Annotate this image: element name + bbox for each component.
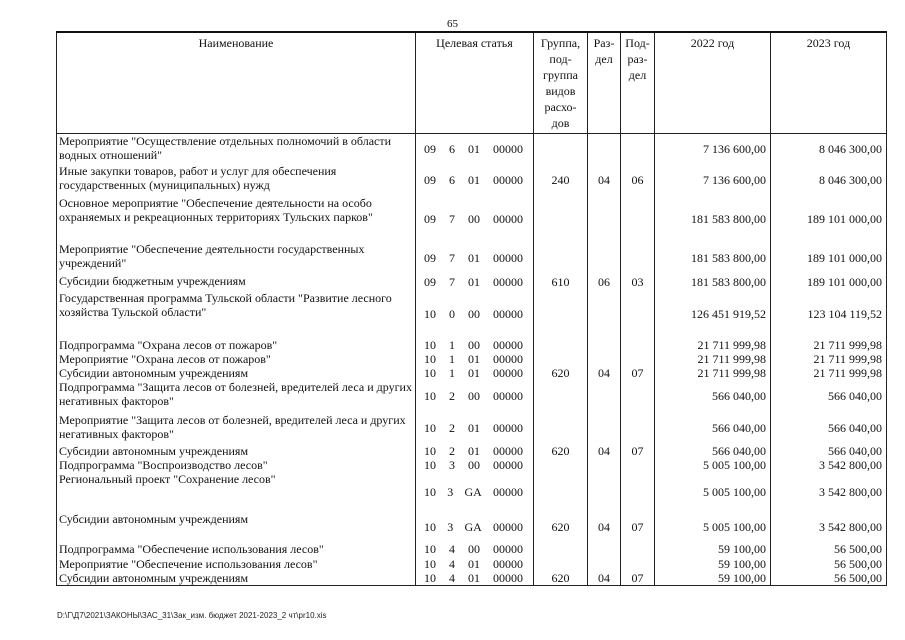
header-name: Наименование: [57, 32, 416, 134]
target-article-c1: 10: [424, 519, 436, 534]
row-section: [588, 413, 621, 444]
row-subsection: [621, 291, 655, 338]
target-article-c1: 09: [424, 172, 436, 187]
target-article-codes: [418, 352, 531, 366]
row-target-article: [416, 458, 534, 472]
target-article-c4: 00000: [493, 211, 523, 226]
header-expense-group: Группа, под- группа видов расхо- дов: [534, 32, 588, 134]
row-amount-2022: 566 040,00: [655, 413, 771, 444]
row-section: [588, 291, 621, 338]
target-article-c3: GA: [464, 519, 482, 534]
row-target-article: [416, 274, 534, 291]
row-section: 04: [588, 444, 621, 458]
target-article-c2: 2: [449, 389, 455, 403]
row-target-article: [416, 366, 534, 380]
row-subsection: [621, 472, 655, 512]
row-subsection: [621, 338, 655, 352]
table-row: [57, 242, 887, 274]
row-section: [588, 338, 621, 352]
row-expense-group: 610: [534, 274, 588, 291]
table-row: [57, 472, 887, 512]
row-subsection: [621, 242, 655, 274]
target-article-codes: [418, 485, 531, 499]
row-expense-group: [534, 291, 588, 338]
row-name: Мероприятие "Обеспечение использования лесов": [57, 557, 416, 571]
target-article-c2: 6: [449, 141, 455, 156]
target-article-c4: 00000: [493, 484, 523, 499]
table-row: [57, 571, 887, 586]
target-article-codes: [418, 366, 531, 380]
target-article-c1: 10: [424, 421, 436, 435]
row-subsection: [621, 458, 655, 472]
target-article-codes: [418, 307, 531, 321]
header-year-2022: 2022 год: [655, 32, 771, 134]
target-article-codes: [418, 557, 531, 571]
target-article-c3: 00: [468, 211, 480, 226]
target-article-c4: 00000: [493, 275, 523, 289]
target-article-codes: [418, 421, 531, 435]
row-name: Подпрограмма "Обеспечение использования лесов": [57, 542, 416, 557]
row-subsection: 07: [621, 512, 655, 542]
row-amount-2023: 566 040,00: [771, 444, 887, 458]
target-article-c2: 4: [449, 556, 455, 571]
row-amount-2022: 181 583 800,00: [655, 196, 771, 242]
target-article-c1: 10: [424, 556, 436, 571]
table-row: [57, 444, 887, 458]
row-amount-2022: 181 583 800,00: [655, 242, 771, 274]
row-name: Подпрограмма "Охрана лесов от пожаров": [57, 338, 416, 352]
row-expense-group: [534, 196, 588, 242]
row-amount-2023: 8 046 300,00: [771, 134, 887, 164]
row-amount-2022: 566 040,00: [655, 444, 771, 458]
table-row: [57, 380, 887, 413]
target-article-c2: 3: [449, 457, 455, 472]
target-article-c3: 01: [468, 365, 480, 380]
table-row: [57, 338, 887, 352]
row-target-article: [416, 242, 534, 274]
row-amount-2023: 21 711 999,98: [771, 338, 887, 352]
row-section: 04: [588, 512, 621, 542]
row-amount-2023: 56 500,00: [771, 542, 887, 557]
row-amount-2023: 3 542 800,00: [771, 472, 887, 512]
row-target-article: [416, 380, 534, 413]
target-article-c2: 7: [449, 275, 455, 289]
row-expense-group: [534, 242, 588, 274]
target-article-c1: 10: [424, 457, 436, 472]
target-article-c1: 09: [424, 141, 436, 156]
row-target-article: [416, 557, 534, 571]
target-article-c3: 01: [468, 141, 480, 156]
table-row: [57, 413, 887, 444]
row-amount-2023: 189 101 000,00: [771, 242, 887, 274]
row-subsection: 07: [621, 444, 655, 458]
row-amount-2022: 566 040,00: [655, 380, 771, 413]
row-name: Субсидии автономным учреждениям: [57, 571, 416, 586]
target-article-c3: 01: [468, 443, 480, 458]
row-target-article: [416, 472, 534, 512]
row-amount-2023: 3 542 800,00: [771, 512, 887, 542]
target-article-c1: 10: [424, 389, 436, 403]
target-article-codes: [418, 275, 531, 289]
target-article-c3: 01: [468, 556, 480, 571]
row-section: [588, 352, 621, 366]
row-name: Мероприятие "Защита лесов от болезней, вредителей леса и других негативных факторов": [57, 413, 416, 444]
row-expense-group: [534, 352, 588, 366]
row-section: 04: [588, 164, 621, 196]
target-article-c1: 09: [424, 275, 436, 289]
target-article-c2: 6: [449, 172, 455, 187]
target-article-c3: 01: [468, 351, 480, 366]
table-row: [57, 512, 887, 542]
row-subsection: [621, 380, 655, 413]
target-article-codes: [418, 520, 531, 534]
row-amount-2023: 3 542 800,00: [771, 458, 887, 472]
target-article-c4: 00000: [493, 542, 523, 556]
target-article-c2: 2: [449, 421, 455, 435]
target-article-c4: 00000: [493, 365, 523, 380]
row-subsection: [621, 196, 655, 242]
target-article-codes: [418, 251, 531, 265]
target-article-c1: 10: [424, 365, 436, 380]
target-article-c2: 2: [449, 443, 455, 458]
row-section: [588, 242, 621, 274]
row-section: [588, 557, 621, 571]
header-year-2023: 2023 год: [771, 32, 887, 134]
target-article-c4: 00000: [493, 519, 523, 534]
target-article-c2: 3: [447, 484, 454, 499]
row-amount-2022: 5 005 100,00: [655, 458, 771, 472]
row-amount-2023: 566 040,00: [771, 380, 887, 413]
row-section: 04: [588, 366, 621, 380]
row-name: Основное мероприятие "Обеспечение деятельности на особо охраняемых и рекреационных территориях Тульских парков": [57, 196, 416, 242]
target-article-c2: 3: [447, 519, 454, 534]
row-amount-2022: 5 005 100,00: [655, 472, 771, 512]
target-article-c1: 10: [424, 542, 436, 556]
target-article-c4: 00000: [493, 389, 523, 403]
row-target-article: [416, 134, 534, 164]
row-target-article: [416, 291, 534, 338]
row-name: Подпрограмма "Защита лесов от болезней, вредителей леса и других негативных факторов": [57, 380, 416, 413]
row-subsection: 03: [621, 274, 655, 291]
target-article-c2: 1: [449, 337, 455, 352]
target-article-c1: 10: [424, 570, 436, 585]
row-section: [588, 134, 621, 164]
row-subsection: [621, 352, 655, 366]
target-article-c3: 01: [468, 570, 480, 585]
row-target-article: [416, 164, 534, 196]
header-section: Раз- дел: [588, 32, 621, 134]
target-article-codes: [418, 173, 531, 187]
row-amount-2022: 7 136 600,00: [655, 134, 771, 164]
row-expense-group: 620: [534, 571, 588, 586]
target-article-c1: 09: [424, 250, 436, 265]
row-amount-2023: 56 500,00: [771, 557, 887, 571]
header-target-article: Целевая статья: [416, 32, 534, 134]
table-row: [57, 291, 887, 338]
table-row: [57, 542, 887, 557]
row-amount-2022: 21 711 999,98: [655, 352, 771, 366]
target-article-c4: 00000: [493, 421, 523, 435]
row-name: Субсидии автономным учреждениям: [57, 512, 416, 542]
header-row: [57, 32, 887, 134]
row-amount-2022: 181 583 800,00: [655, 274, 771, 291]
target-article-c4: 00000: [493, 250, 523, 265]
row-amount-2023: 21 711 999,98: [771, 352, 887, 366]
target-article-codes: [418, 212, 531, 226]
row-section: [588, 196, 621, 242]
target-article-codes: [418, 571, 531, 585]
target-article-c4: 00000: [493, 337, 523, 352]
target-article-c3: 01: [468, 275, 480, 289]
row-section: [588, 380, 621, 413]
target-article-c3: 00: [468, 389, 480, 403]
target-article-c3: 00: [468, 337, 480, 352]
budget-table: [56, 31, 887, 586]
row-amount-2023: 189 101 000,00: [771, 274, 887, 291]
row-name: Субсидии автономным учреждениям: [57, 366, 416, 380]
target-article-codes: [418, 142, 531, 156]
row-amount-2023: 566 040,00: [771, 413, 887, 444]
row-subsection: 06: [621, 164, 655, 196]
row-section: [588, 542, 621, 557]
row-amount-2023: 21 711 999,98: [771, 366, 887, 380]
row-name: Мероприятие "Осуществление отдельных полномочий в области водных отношений": [57, 134, 416, 164]
table-body: [57, 134, 887, 586]
row-name: Государственная программа Тульской области "Развитие лесного хозяйства Тульской области": [57, 291, 416, 338]
row-section: 06: [588, 274, 621, 291]
table-row: [57, 134, 887, 164]
target-article-c3: 00: [468, 307, 480, 321]
target-article-c3: GA: [464, 484, 482, 499]
row-target-article: [416, 352, 534, 366]
row-subsection: [621, 557, 655, 571]
row-amount-2023: 189 101 000,00: [771, 196, 887, 242]
target-article-c3: 01: [468, 421, 480, 435]
row-target-article: [416, 196, 534, 242]
row-expense-group: [534, 134, 588, 164]
target-article-c4: 00000: [493, 556, 523, 571]
target-article-c4: 00000: [493, 570, 523, 585]
row-amount-2022: 5 005 100,00: [655, 512, 771, 542]
row-target-article: [416, 571, 534, 586]
table-row: [57, 366, 887, 380]
row-name: Субсидии автономным учреждениям: [57, 444, 416, 458]
row-amount-2022: 21 711 999,98: [655, 338, 771, 352]
target-article-c1: 10: [424, 337, 436, 352]
row-amount-2022: 7 136 600,00: [655, 164, 771, 196]
target-article-codes: [418, 542, 531, 556]
row-expense-group: 620: [534, 444, 588, 458]
row-expense-group: 620: [534, 366, 588, 380]
target-article-c4: 00000: [493, 351, 523, 366]
row-amount-2022: 126 451 919,52: [655, 291, 771, 338]
row-target-article: [416, 444, 534, 458]
row-target-article: [416, 542, 534, 557]
row-target-article: [416, 413, 534, 444]
target-article-c2: 7: [449, 250, 455, 265]
table-row: [57, 352, 887, 366]
row-name: Иные закупки товаров, работ и услуг для обеспечения государственных (муниципальных) нужд: [57, 164, 416, 196]
target-article-c1: 09: [424, 211, 436, 226]
row-subsection: [621, 134, 655, 164]
row-amount-2022: 59 100,00: [655, 542, 771, 557]
target-article-c4: 00000: [493, 457, 523, 472]
target-article-c2: 4: [449, 570, 455, 585]
row-name: Субсидии бюджетным учреждениям: [57, 274, 416, 291]
row-expense-group: [534, 557, 588, 571]
target-article-codes: [418, 444, 531, 458]
target-article-c3: 00: [468, 457, 480, 472]
target-article-c2: 0: [449, 307, 455, 321]
page-number: 65: [447, 18, 458, 30]
target-article-c3: 00: [468, 542, 480, 556]
target-article-c2: 7: [449, 211, 455, 226]
row-subsection: 07: [621, 571, 655, 586]
target-article-c4: 00000: [493, 172, 523, 187]
row-amount-2023: 123 104 119,52: [771, 291, 887, 338]
target-article-c1: 10: [424, 307, 436, 321]
target-article-c2: 4: [449, 542, 455, 556]
row-name: Подпрограмма "Воспроизводство лесов": [57, 458, 416, 472]
target-article-c1: 10: [424, 351, 436, 366]
row-name: Мероприятие "Охрана лесов от пожаров": [57, 352, 416, 366]
target-article-c4: 00000: [493, 307, 523, 321]
row-expense-group: [534, 338, 588, 352]
row-amount-2023: 56 500,00: [771, 571, 887, 586]
row-name: Мероприятие "Обеспечение деятельности государственных учреждений": [57, 242, 416, 274]
table-row: [57, 274, 887, 291]
row-section: 04: [588, 571, 621, 586]
row-amount-2022: 21 711 999,98: [655, 366, 771, 380]
row-expense-group: [534, 413, 588, 444]
row-subsection: 07: [621, 366, 655, 380]
row-expense-group: 240: [534, 164, 588, 196]
target-article-c3: 01: [468, 250, 480, 265]
target-article-c3: 01: [468, 172, 480, 187]
target-article-codes: [418, 389, 531, 403]
table-row: [57, 557, 887, 571]
row-subsection: [621, 413, 655, 444]
file-path-footer: D:\Г\Д7\2021\ЗАКОНЫ\ЗАС_31\Зак_изм. бюджет 2021-2023_2 чт\pr10.xis: [57, 611, 327, 620]
row-amount-2023: 8 046 300,00: [771, 164, 887, 196]
row-expense-group: [534, 458, 588, 472]
table-row: [57, 196, 887, 242]
row-expense-group: [534, 472, 588, 512]
table-row: [57, 458, 887, 472]
header-subsection: Под- раз- дел: [621, 32, 655, 134]
row-name: Региональный проект "Сохранение лесов": [57, 472, 416, 512]
target-article-c2: 1: [449, 351, 455, 366]
table-row: [57, 164, 887, 196]
row-target-article: [416, 338, 534, 352]
row-subsection: [621, 542, 655, 557]
row-target-article: [416, 512, 534, 542]
target-article-c1: 10: [424, 484, 436, 499]
row-expense-group: [534, 380, 588, 413]
row-amount-2022: 59 100,00: [655, 571, 771, 586]
target-article-codes: [418, 458, 531, 472]
target-article-codes: [418, 338, 531, 352]
target-article-c2: 1: [449, 365, 455, 380]
row-expense-group: [534, 542, 588, 557]
target-article-c4: 00000: [493, 141, 523, 156]
row-section: [588, 472, 621, 512]
row-amount-2022: 59 100,00: [655, 557, 771, 571]
target-article-c4: 00000: [493, 443, 523, 458]
row-expense-group: 620: [534, 512, 588, 542]
target-article-c1: 10: [424, 443, 436, 458]
row-section: [588, 458, 621, 472]
